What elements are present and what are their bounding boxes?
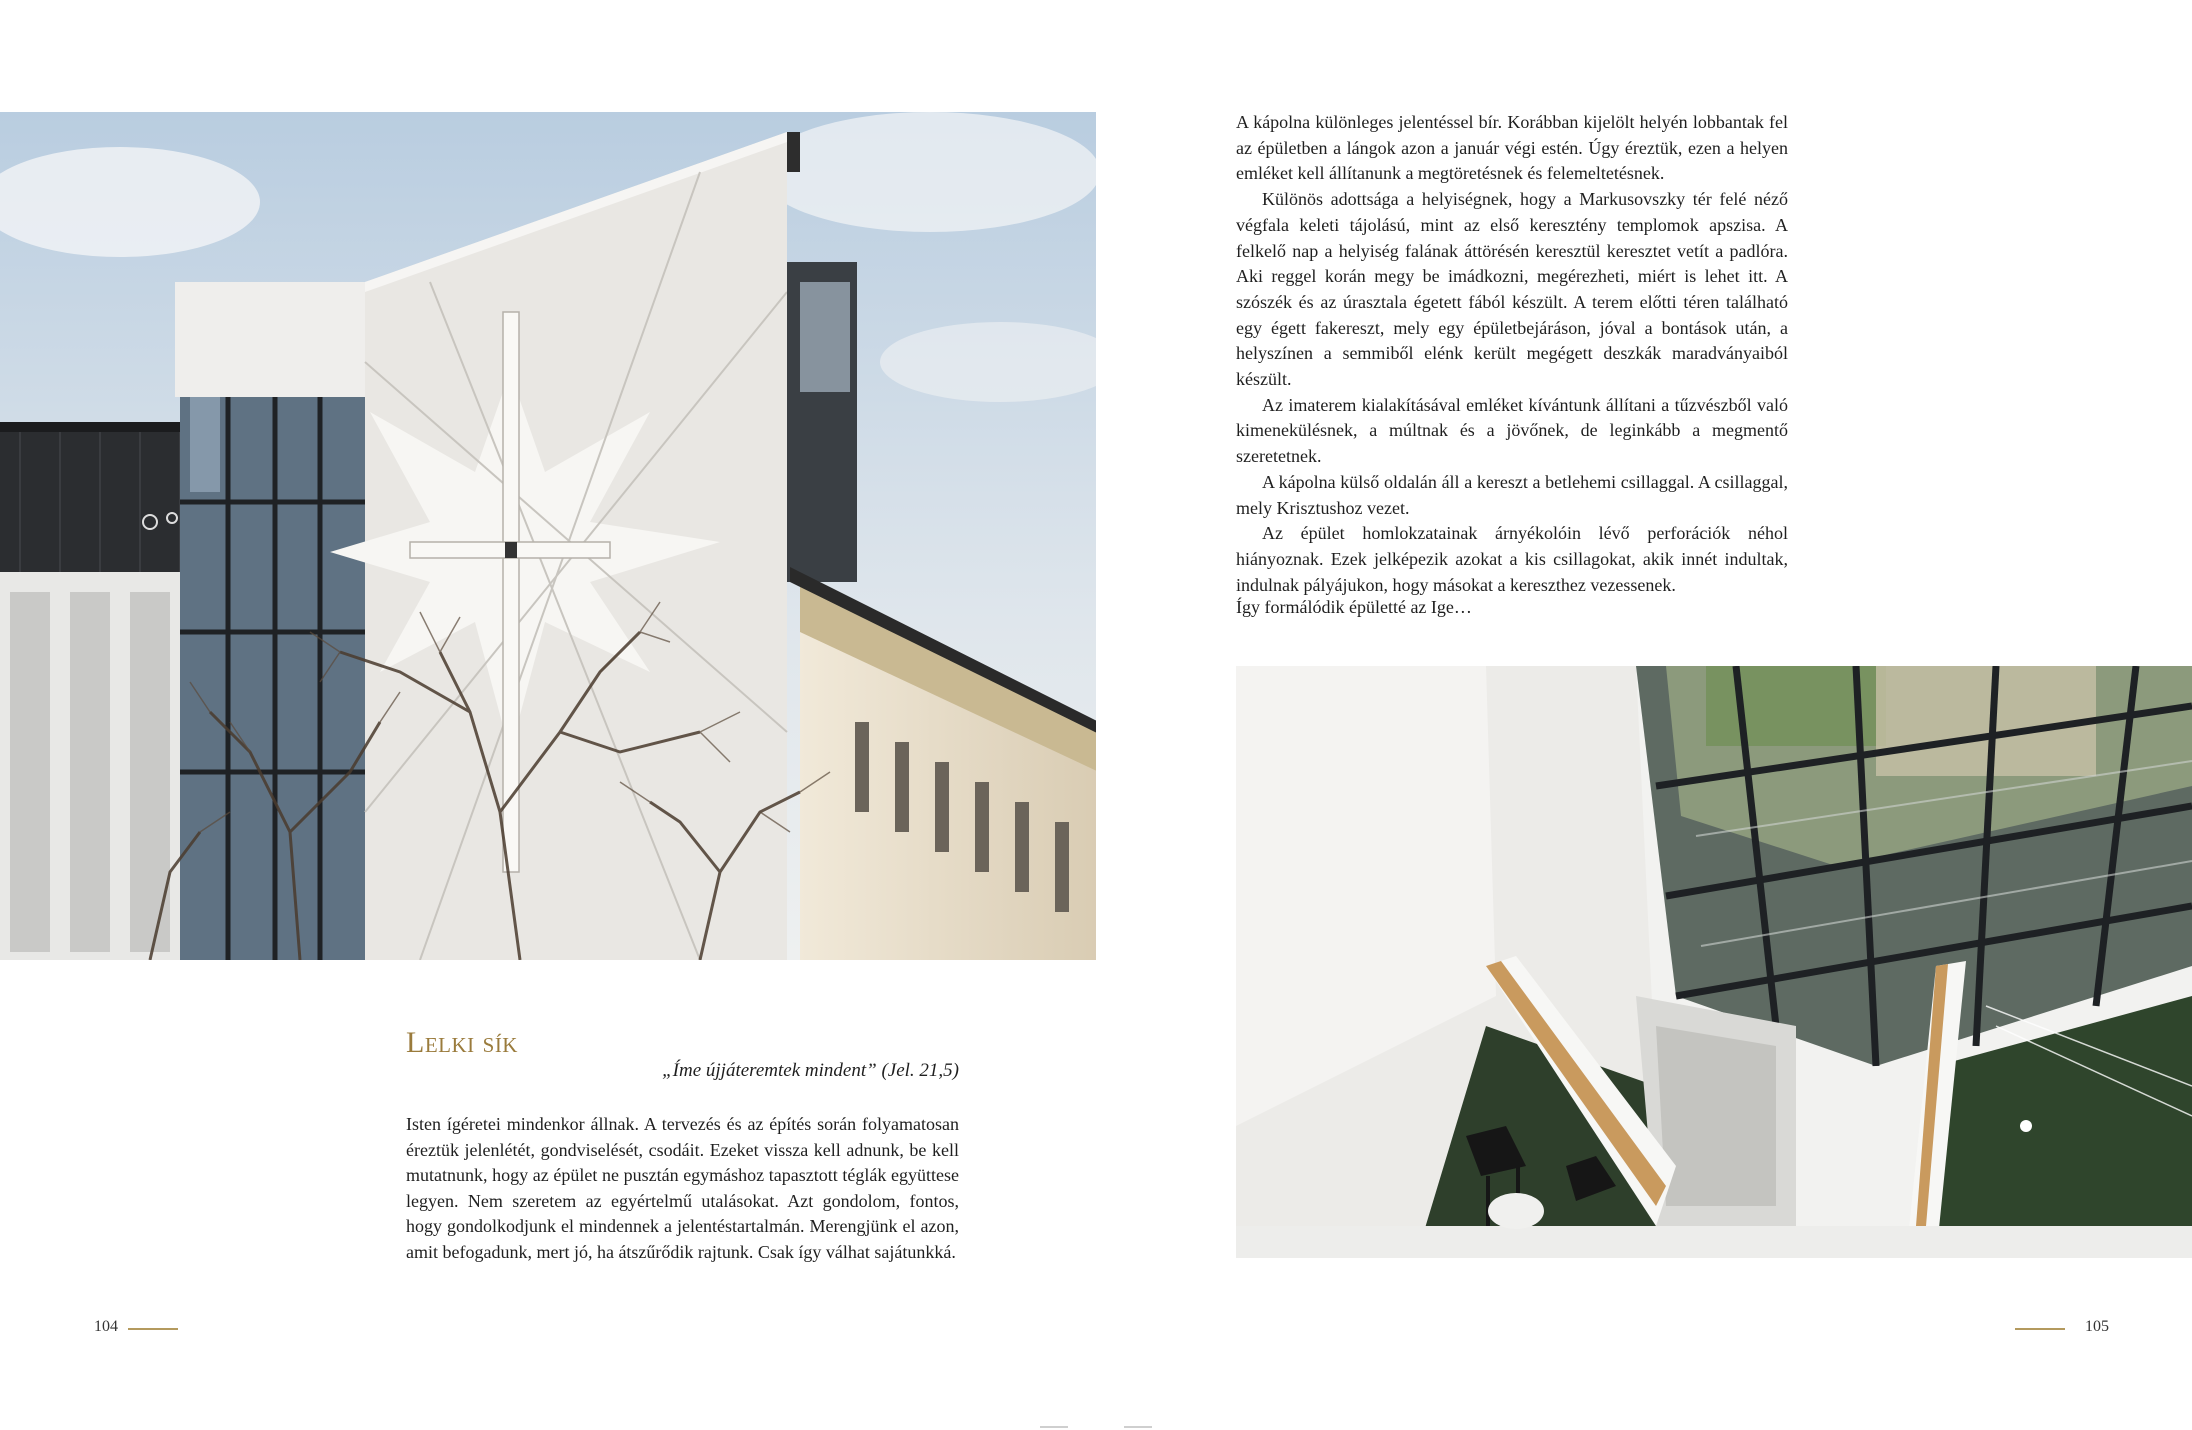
page-number-right: 105: [2085, 1318, 2109, 1335]
folio-rule-left: [128, 1328, 178, 1330]
paragraph: A kápolna különleges jelentéssel bír. Korábban kijelölt helyén lobbantak fel az épületben a lángok azon a január végi estén. Úgy éreztük, ezen a helyen emléket kell állítanunk a megtöretésnek és felemeltetésnek.: [1236, 112, 1788, 184]
paragraph: A kápolna külső oldalán áll a kereszt a betlehemi csillaggal. A csillaggal, mely Krisztushoz vezet.: [1236, 471, 1788, 518]
spread-mark: [1040, 1426, 1068, 1428]
page-number-left: 104: [94, 1318, 118, 1335]
epigraph-quote: „Íme újjáteremtek mindent” (Jel. 21,5): [662, 1060, 959, 1081]
paragraph: Az imaterem kialakításával emléket kívántunk állítani a tűzvészből való kimenekülésnek, a múltnak és a jövőnek, de leginkább a megmentő szeretetnek.: [1236, 394, 1788, 467]
body-text-right: [1236, 110, 1788, 598]
right-page: [1096, 0, 2192, 1430]
paragraph: Különös adottsága a helyiségnek, hogy a Markusovszky tér felé néző végfala keleti tájolású, mint az első keresztény templomok apszisa. A felkelő nap a helyiség falának áttörésén keresztül keresztet vetít a padlóra. Aki reggel korán megy be imádkozni, megérezheti, miért is lehet itt. A szószék és az úrasztala égetett fából készült. A terem előtti téren található egy égett fakereszt, mely egy épületbejáráson, jóval a bontások után, a helyszínen a semmiből elénk került megégett deszkák maradványaiból készült.: [1236, 189, 1788, 390]
atrium-interior-photo: [1236, 666, 2192, 1258]
section-title: Lelki sík: [406, 1026, 518, 1059]
folio-rule-right: [2015, 1328, 2065, 1330]
building-facade-photo: [0, 112, 1096, 960]
paragraph: Az épület homlokzatainak árnyékolóin lévő perforációk néhol hiányoznak. Ezek jelképezik azokat a kis csillagokat, akik innét indultak, indulnak pályájukon, hogy másokat a kereszthez vezessenek.: [1236, 523, 1788, 595]
spread-mark: [1124, 1426, 1152, 1428]
body-text: Isten ígéretei mindenkor állnak. A tervezés és az építés során folyamatosan éreztük jelenlétét, gondviselését, csodáit. Ezeket vissza kell adnunk, be kell mutatnunk, hogy az épület ne pusztán egymáshoz tapasztott téglák együttese legyen. Nem szeretem az egyértelmű utalásokat. Azt gondolom, fontos, hogy gondolkodjunk el mindennek a jelentéstartalmán. Merengjünk el azon, amit befogadunk, mert jó, ha átszűrődik rajtunk. Csak így válhat sajátunkká.: [406, 1114, 959, 1262]
closing-line: Így formálódik épületté az Ige…: [1236, 597, 1472, 617]
